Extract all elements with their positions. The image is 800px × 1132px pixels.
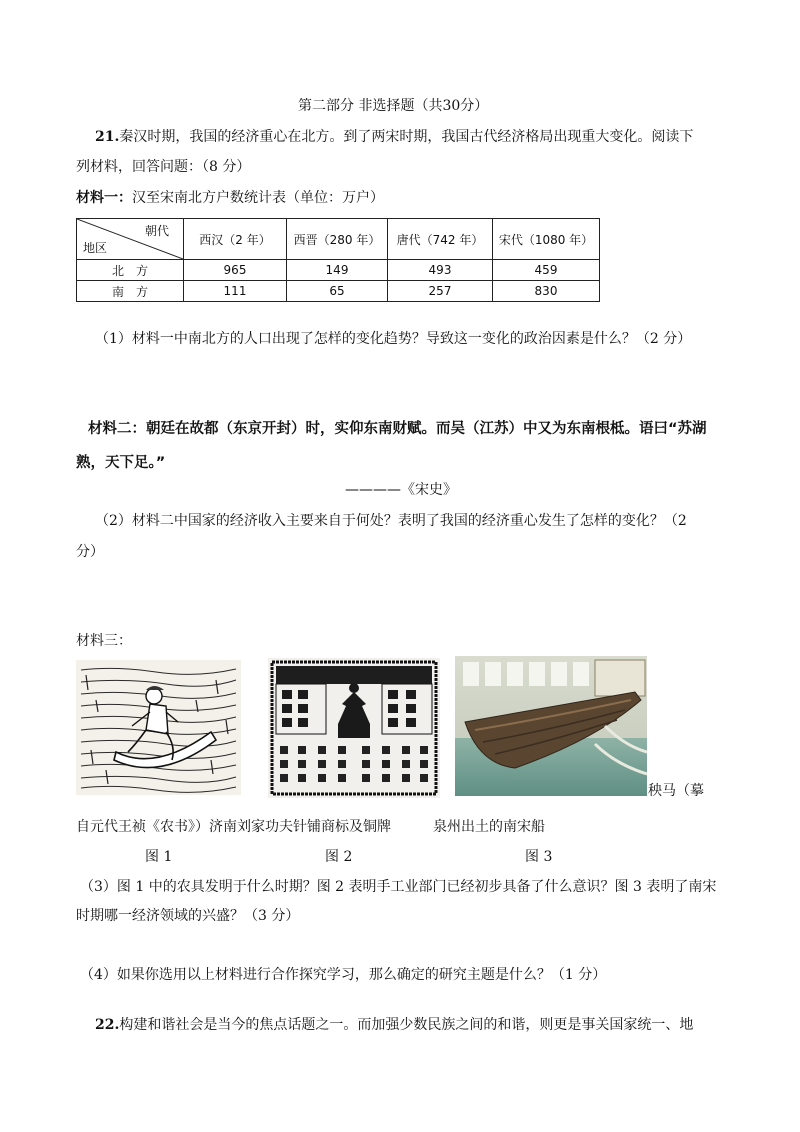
table-column-header: 宋代（1080 年）	[493, 219, 600, 260]
table-column-header: 西晋（280 年）	[287, 219, 388, 260]
sub-question-3-line1: （3）图 1 中的农具发明于什么时期？图 2 表明手工业部门已经初步具备了什么意识？图 3 表明了南宋	[80, 879, 717, 895]
material-1-label: 材料一：	[76, 190, 132, 206]
material-3-captions-line: 自元代王祯《农书》）济南刘家功夫针铺商标及铜牌 泉州出土的南宋船	[76, 819, 545, 835]
question-21-number: 21.	[95, 129, 120, 145]
table-column-header: 西汉（2 年）	[184, 219, 287, 260]
table-cell: 111	[184, 281, 287, 302]
material-2-line1: 材料二：朝廷在故都（东京开封）时，实仰东南财赋。而吴（江苏）中又为东南根柢。语曰“苏湖	[88, 421, 707, 437]
material-1-heading	[76, 188, 384, 208]
figure-3-southern-song-ship-photo	[455, 656, 647, 796]
table-cell: 149	[287, 260, 388, 281]
sub-question-1: （1）材料一中南北方的人口出现了怎样的变化趋势？导致这一变化的政治因素是什么？（2 分）	[95, 331, 692, 347]
material-2-line2: 熟，天下足。”	[76, 455, 166, 471]
table-header-row	[77, 219, 600, 260]
section-title: 第二部分 非选择题（共30分）	[298, 98, 489, 114]
figure-2-needle-shop-trademark	[268, 658, 440, 798]
sub-question-4: （4）如果你选用以上材料进行合作探究学习，那么确定的研究主题是什么？（1 分）	[80, 967, 607, 983]
table-cell: 830	[493, 281, 600, 302]
table-cell: 65	[287, 281, 388, 302]
material-3-label: 材料三：	[76, 633, 132, 649]
table-corner-cell	[77, 219, 184, 260]
table-cell: 965	[184, 260, 287, 281]
figure-1-label: 图 1	[145, 849, 173, 865]
household-table	[76, 218, 600, 302]
question-21-intro-line2: 列材料，回答问题：（8 分）	[76, 159, 251, 175]
figure-2-label: 图 2	[325, 849, 353, 865]
material-1-caption: 汉至宋南北方户数统计表（单位：万户）	[132, 190, 384, 206]
corner-dynasty-label: 朝代	[144, 224, 169, 238]
question-22-number: 22.	[95, 1017, 120, 1033]
question-22-text: 构建和谐社会是当今的焦点话题之一。而加强少数民族之间的和谐，则更是事关国家统一、地	[119, 1017, 694, 1033]
table-cell: 257	[388, 281, 493, 302]
figure-3-label: 图 3	[525, 849, 553, 865]
material-3-trailing-caption: 秧马（摹	[648, 783, 704, 799]
table-cell: 493	[388, 260, 493, 281]
table-row	[77, 281, 600, 302]
question-21-intro-text: 秦汉时期，我国的经济重心在北方。到了两宋时期，我国古代经济格局出现重大变化。阅读下	[119, 129, 694, 145]
table-cell: 459	[493, 260, 600, 281]
question-22-line	[95, 1015, 693, 1035]
corner-region-label: 地区	[83, 241, 108, 255]
material-2-source: ————《宋史》	[345, 482, 457, 498]
table-row	[77, 260, 600, 281]
table-column-header: 唐代（742 年）	[388, 219, 493, 260]
sub-question-2-line1: （2）材料二中国家的经济收入主要来自于何处？表明了我国的经济重心发生了怎样的变化？（2	[95, 513, 687, 529]
table-row-label: 南 方	[77, 281, 184, 302]
figure-1-yangma-woodcut	[76, 660, 241, 795]
question-21-intro-line1	[95, 127, 693, 147]
table-row-label: 北 方	[77, 260, 184, 281]
sub-question-3-line2: 时期哪一经济领域的兴盛？（3 分）	[76, 908, 300, 924]
sub-question-2-line2: 分）	[76, 544, 104, 560]
